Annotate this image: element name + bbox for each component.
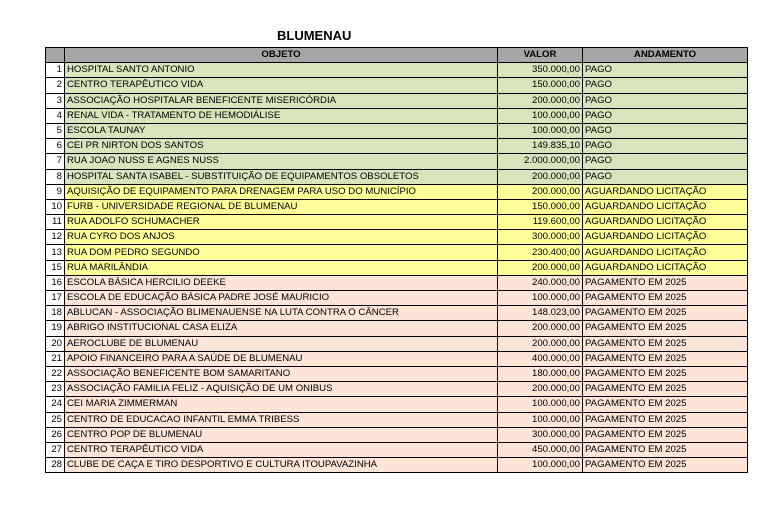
row-number: 11 (46, 215, 65, 230)
row-andamento: PAGAMENTO EM 2025 (583, 321, 748, 336)
row-valor: 2.000.000,00 (498, 154, 583, 169)
table-row (46, 412, 748, 427)
row-objeto: ABRIGO INSTITUCIONAL CASA ELIZA (65, 321, 498, 336)
row-andamento: PAGO (583, 123, 748, 138)
table-row (46, 382, 748, 397)
row-andamento: PAGO (583, 169, 748, 184)
row-valor: 100.000,00 (498, 458, 583, 473)
row-number: 17 (46, 291, 65, 306)
row-valor: 300.000,00 (498, 230, 583, 245)
row-andamento: PAGAMENTO EM 2025 (583, 458, 748, 473)
row-objeto: ESCOLA DE EDUCAÇÃO BÁSICA PADRE JOSÉ MAURICIO (65, 291, 498, 306)
row-number: 12 (46, 230, 65, 245)
row-objeto: AEROCLUBE DE BLUMENAU (65, 336, 498, 351)
table-row (46, 93, 748, 108)
row-valor: 200.000,00 (498, 321, 583, 336)
row-objeto: HOSPITAL SANTA ISABEL - SUBSTITUIÇÃO DE EQUIPAMENTOS OBSOLETOS (65, 169, 498, 184)
row-valor: 450.000,00 (498, 442, 583, 457)
row-valor: 230.400,00 (498, 245, 583, 260)
row-valor: 100.000,00 (498, 397, 583, 412)
table-row (46, 336, 748, 351)
row-valor: 180.000,00 (498, 366, 583, 381)
row-objeto: RUA JOAO NUSS E AGNES NUSS (65, 154, 498, 169)
row-objeto: FURB - UNIVERSIDADE REGIONAL DE BLUMENAU (65, 199, 498, 214)
row-number: 4 (46, 108, 65, 123)
row-andamento: PAGAMENTO EM 2025 (583, 275, 748, 290)
table-row (46, 321, 748, 336)
row-objeto: CEI MARIA ZIMMERMAN (65, 397, 498, 412)
row-objeto: ESCOLA BÁSICA HERCILIO DEEKE (65, 275, 498, 290)
row-number: 1 (46, 63, 65, 78)
table-header-row (46, 48, 748, 63)
header-number (46, 48, 65, 63)
row-andamento: PAGO (583, 93, 748, 108)
row-number: 25 (46, 412, 65, 427)
row-objeto: CLUBE DE CAÇA E TIRO DESPORTIVO E CULTURA ITOUPAVAZINHA (65, 458, 498, 473)
table-row (46, 63, 748, 78)
projects-table (45, 47, 748, 473)
row-number: 5 (46, 123, 65, 138)
row-andamento: PAGAMENTO EM 2025 (583, 366, 748, 381)
page-title: BLUMENAU (277, 28, 352, 43)
table-row (46, 427, 748, 442)
row-objeto: ABLUCAN - ASSOCIAÇÃO BLIMENAUENSE NA LUTA CONTRA O CÂNCER (65, 306, 498, 321)
table-row (46, 169, 748, 184)
table-row (46, 184, 748, 199)
row-valor: 300.000,00 (498, 427, 583, 442)
row-objeto: ASSOCIAÇÃO BENEFICENTE BOM SAMARITANO (65, 366, 498, 381)
row-andamento: AGUARDANDO LICITAÇÃO (583, 184, 748, 199)
table-row (46, 260, 748, 275)
row-andamento: AGUARDANDO LICITAÇÃO (583, 260, 748, 275)
row-number: 19 (46, 321, 65, 336)
row-number: 3 (46, 93, 65, 108)
table-row (46, 397, 748, 412)
row-number: 16 (46, 275, 65, 290)
row-valor: 350.000,00 (498, 63, 583, 78)
row-objeto: ESCOLA TAUNAY (65, 123, 498, 138)
table-body (46, 63, 748, 473)
row-valor: 400.000,00 (498, 351, 583, 366)
row-number: 9 (46, 184, 65, 199)
row-objeto: HOSPITAL SANTO ANTONIO (65, 63, 498, 78)
row-valor: 100.000,00 (498, 108, 583, 123)
table-row (46, 78, 748, 93)
row-number: 20 (46, 336, 65, 351)
row-number: 2 (46, 78, 65, 93)
row-objeto: AQUISIÇÃO DE EQUIPAMENTO PARA DRENAGEM PARA USO DO MUNICÍPIO (65, 184, 498, 199)
row-objeto: RUA MARILÂNDIA (65, 260, 498, 275)
row-objeto: RENAL VIDA - TRATAMENTO DE HEMODIÁLISE (65, 108, 498, 123)
row-andamento: AGUARDANDO LICITAÇÃO (583, 230, 748, 245)
row-valor: 150.000,00 (498, 199, 583, 214)
table-row (46, 291, 748, 306)
row-number: 10 (46, 199, 65, 214)
row-objeto: RUA ADOLFO SCHUMACHER (65, 215, 498, 230)
row-objeto: RUA CYRO DOS ANJOS (65, 230, 498, 245)
table-row (46, 366, 748, 381)
row-andamento: PAGAMENTO EM 2025 (583, 442, 748, 457)
row-number: 21 (46, 351, 65, 366)
row-andamento: PAGAMENTO EM 2025 (583, 336, 748, 351)
row-andamento: PAGAMENTO EM 2025 (583, 306, 748, 321)
header-andamento: ANDAMENTO (583, 48, 748, 63)
row-valor: 100.000,00 (498, 291, 583, 306)
row-objeto: CENTRO POP DE BLUMENAU (65, 427, 498, 442)
table-row (46, 154, 748, 169)
row-objeto: CEI PR NIRTON DOS SANTOS (65, 139, 498, 154)
row-valor: 148.023,00 (498, 306, 583, 321)
table-row (46, 108, 748, 123)
row-objeto: ASSOCIAÇÃO HOSPITALAR BENEFICENTE MISERICÓRDIA (65, 93, 498, 108)
row-andamento: PAGO (583, 139, 748, 154)
row-objeto: ASSOCIAÇÃO FAMILIA FELIZ - AQUISIÇÃO DE UM ONIBUS (65, 382, 498, 397)
row-number: 27 (46, 442, 65, 457)
header-valor: VALOR (498, 48, 583, 63)
table-row (46, 215, 748, 230)
row-valor: 100.000,00 (498, 123, 583, 138)
row-number: 8 (46, 169, 65, 184)
row-valor: 200.000,00 (498, 184, 583, 199)
row-number: 6 (46, 139, 65, 154)
row-objeto: CENTRO TERAPÊUTICO VIDA (65, 442, 498, 457)
row-valor: 200.000,00 (498, 260, 583, 275)
row-andamento: PAGAMENTO EM 2025 (583, 412, 748, 427)
row-objeto: CENTRO TERAPÊUTICO VIDA (65, 78, 498, 93)
row-number: 28 (46, 458, 65, 473)
header-objeto: OBJETO (65, 48, 498, 63)
row-valor: 200.000,00 (498, 336, 583, 351)
row-number: 7 (46, 154, 65, 169)
row-valor: 119.600,00 (498, 215, 583, 230)
row-valor: 150.000,00 (498, 78, 583, 93)
row-andamento: PAGAMENTO EM 2025 (583, 397, 748, 412)
row-valor: 200.000,00 (498, 93, 583, 108)
table-row (46, 275, 748, 290)
row-number: 13 (46, 245, 65, 260)
row-number: 18 (46, 306, 65, 321)
row-andamento: AGUARDANDO LICITAÇÃO (583, 215, 748, 230)
table-row (46, 199, 748, 214)
row-objeto: APOIO FINANCEIRO PARA A SAÚDE DE BLUMENAU (65, 351, 498, 366)
row-andamento: PAGAMENTO EM 2025 (583, 382, 748, 397)
row-andamento: PAGAMENTO EM 2025 (583, 427, 748, 442)
table-row (46, 442, 748, 457)
row-number: 23 (46, 382, 65, 397)
row-valor: 200.000,00 (498, 169, 583, 184)
table-row (46, 139, 748, 154)
row-objeto: CENTRO DE EDUCACAO INFANTIL EMMA TRIBESS (65, 412, 498, 427)
row-andamento: PAGO (583, 78, 748, 93)
table-row (46, 230, 748, 245)
row-andamento: AGUARDANDO LICITAÇÃO (583, 199, 748, 214)
row-andamento: PAGAMENTO EM 2025 (583, 351, 748, 366)
row-valor: 240.000,00 (498, 275, 583, 290)
table-row (46, 245, 748, 260)
row-andamento: AGUARDANDO LICITAÇÃO (583, 245, 748, 260)
table-row (46, 351, 748, 366)
row-number: 22 (46, 366, 65, 381)
row-valor: 100.000,00 (498, 412, 583, 427)
row-objeto: RUA DOM PEDRO SEGUNDO (65, 245, 498, 260)
row-valor: 149.835,10 (498, 139, 583, 154)
row-andamento: PAGAMENTO EM 2025 (583, 291, 748, 306)
row-andamento: PAGO (583, 63, 748, 78)
table-row (46, 458, 748, 473)
table-row (46, 306, 748, 321)
row-andamento: PAGO (583, 154, 748, 169)
table-row (46, 123, 748, 138)
row-number: 15 (46, 260, 65, 275)
row-andamento: PAGO (583, 108, 748, 123)
row-number: 24 (46, 397, 65, 412)
row-number: 26 (46, 427, 65, 442)
row-valor: 200.000,00 (498, 382, 583, 397)
